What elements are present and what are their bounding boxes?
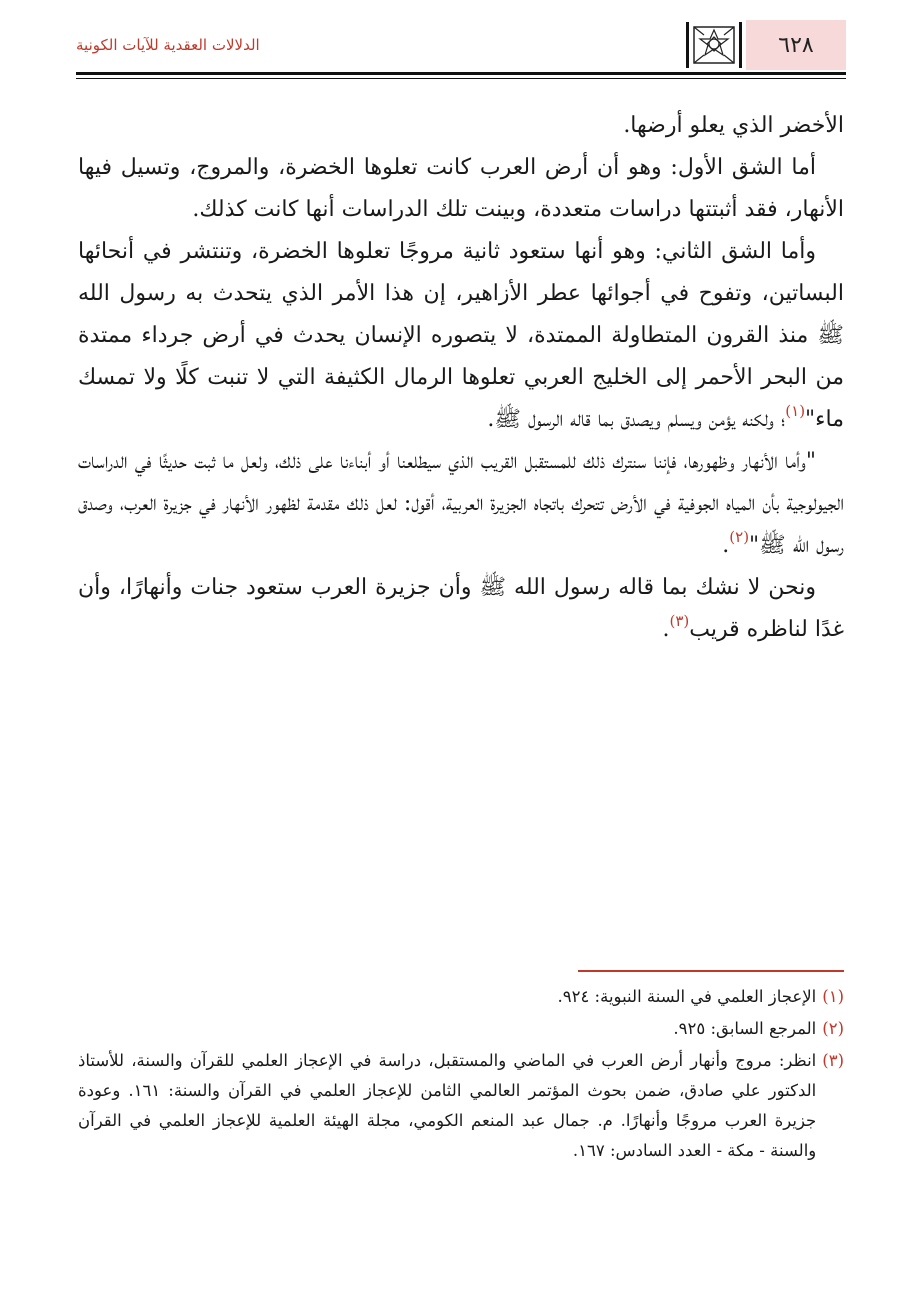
paragraph xyxy=(78,231,844,441)
footnote-marker[interactable]: (٣) xyxy=(669,612,690,630)
footnote-marker[interactable]: (١) xyxy=(785,402,806,420)
main-text xyxy=(78,105,844,651)
footnote-text: المرجع السابق: ٩٢٥. xyxy=(673,1019,817,1038)
footnote-item xyxy=(78,1014,844,1044)
paragraph-text: "وأما الأنهار وظهورها، فإننا سنترك ذلك للمستقبل القريب الذي سيطلعنا أو أبناءنا على ذلك، ولعل ما ثبت حديثًا في الدراسات الجيولوجية بأن المياه الجوفية في الأرض تتحرك باتجاه الجزيرة العربية، أقول: لعل ذلك مقدمة لظهور الأنهار في جزيرة العرب، وصدق رسول الله ﷺ" xyxy=(78,449,844,558)
paragraph xyxy=(78,147,844,231)
paragraph xyxy=(78,567,844,651)
page-number xyxy=(746,20,846,70)
footnotes xyxy=(78,982,844,1168)
paragraph xyxy=(78,441,844,567)
paragraph-text-continued: . xyxy=(662,617,670,642)
running-title: الدلالات العقدية للآيات الكونية xyxy=(76,36,260,54)
paragraph-text: الأخضر الذي يعلو أرضها. xyxy=(623,113,844,138)
footnote-item xyxy=(78,1046,844,1166)
page-number-text: ٦٢٨ xyxy=(778,32,814,58)
paragraph-text-continued: ؛ ولكنه يؤمن ويسلم ويصدق بما قاله الرسول ﷺ. xyxy=(487,407,786,432)
footnote-text: انظر: مروج وأنهار أرض العرب في الماضي والمستقبل، دراسة في الإعجاز العلمي للقرآن والسنة، للأستاذ الدكتور علي صادق، ضمن بحوث المؤتمر العالمي الثامن للإعجاز العلمي في القرآن والسنة: ١٦١. وعودة جزيرة العرب مروجًا وأنهارًا. م. جمال عبد المنعم الكومي، مجلة الهيئة العلمية للإعجاز العلمي في القرآن والسنة - مكة - العدد السادس: ١٦٧. xyxy=(78,1051,817,1160)
paragraph-text-continued: . xyxy=(722,533,730,558)
footnote-number: (٢) xyxy=(822,1019,844,1038)
paragraph xyxy=(78,105,844,147)
footnote-item xyxy=(78,982,844,1012)
paragraph-text: أما الشق الأول: وهو أن أرض العرب كانت تعلوها الخضرة، والمروج، وتسيل فيها الأنهار، فقد أثبتتها دراسات متعددة، وبينت تلك الدراسات أنها كانت كذلك. xyxy=(78,155,844,222)
header-rule-thin xyxy=(76,78,846,79)
footnote-number: (٣) xyxy=(822,1051,844,1070)
geometric-star-ornament-icon xyxy=(686,22,742,68)
page-header xyxy=(76,20,846,70)
footnote-marker[interactable]: (٢) xyxy=(729,528,750,546)
footnote-separator xyxy=(578,970,844,972)
header-rule xyxy=(76,72,846,75)
paragraph-text: ونحن لا نشك بما قاله رسول الله ﷺ وأن جزيرة العرب ستعود جنات وأنهارًا، وأن غدًا لناظره قريب xyxy=(78,575,844,642)
footnote-text: الإعجاز العلمي في السنة النبوية: ٩٢٤. xyxy=(557,987,817,1006)
footnote-number: (١) xyxy=(822,987,844,1006)
paragraph-text: وأما الشق الثاني: وهو أنها ستعود ثانية مروجًا تعلوها الخضرة، وتنتشر في أنحائها البساتين، وتفوح في أجوائها عطر الأزاهير، إن هذا الأمر الذي يتحدث به رسول الله ﷺ منذ القرون المتطاولة الممتدة، لا يتصوره الإنسان يحدث في أرض جرداء ممتدة من البحر الأحمر إلى الخليج العربي تعلوها الرمال الكثيفة التي لا تنبت كلًا ولا تمسك ماء" xyxy=(78,239,844,432)
